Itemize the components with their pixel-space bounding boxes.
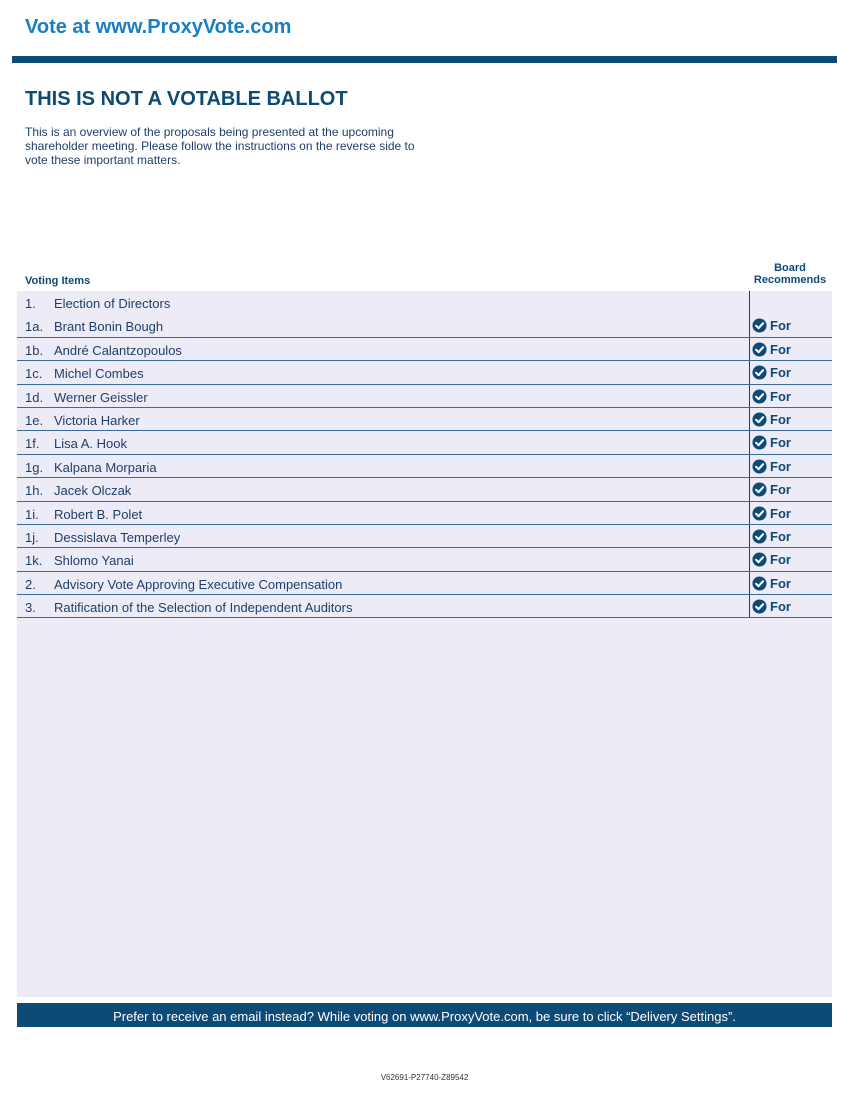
recommendation-text: For <box>770 388 791 404</box>
recommendation-text: For <box>770 552 791 568</box>
check-circle-icon <box>752 459 767 474</box>
board-recommendation <box>752 552 791 567</box>
check-circle-icon <box>752 365 767 380</box>
item-number: 1. <box>25 296 36 311</box>
board-recommendation <box>752 342 791 357</box>
check-circle-icon <box>752 529 767 544</box>
recommendation-text: For <box>770 318 791 334</box>
check-circle-icon <box>752 482 767 497</box>
table-row <box>17 525 832 548</box>
header-divider <box>12 56 837 63</box>
item-label: Kalpana Morparia <box>54 459 157 475</box>
item-number: 3. <box>25 600 36 616</box>
recommendation-text: For <box>770 341 791 357</box>
check-circle-icon <box>752 435 767 450</box>
table-row <box>17 595 832 618</box>
board-recommendation <box>752 599 791 614</box>
check-circle-icon <box>752 506 767 521</box>
table-row <box>17 502 832 525</box>
table-row <box>17 455 832 478</box>
board-recommendation <box>752 318 791 333</box>
table-row <box>17 548 832 571</box>
item-number: 1i. <box>25 506 39 522</box>
board-recommendation <box>752 576 791 591</box>
table-row <box>17 431 832 454</box>
table-row <box>17 385 832 408</box>
voting-items-list <box>17 291 832 618</box>
item-number: 1b. <box>25 342 44 358</box>
item-number: 1h. <box>25 483 44 499</box>
recommendation-text: For <box>770 435 791 451</box>
table-row <box>17 338 832 361</box>
page-title: THIS IS NOT A VOTABLE BALLOT <box>25 88 348 110</box>
item-number: 1f. <box>25 436 40 452</box>
item-label: Shlomo Yanai <box>54 553 134 569</box>
recommendation-text: For <box>770 505 791 521</box>
check-circle-icon <box>752 342 767 357</box>
board-header-line2: Recommends <box>753 274 827 286</box>
recommendation-text: For <box>770 528 791 544</box>
board-recommendation <box>752 529 791 544</box>
board-recommendation <box>752 389 791 404</box>
item-number: 1g. <box>25 459 44 475</box>
check-circle-icon <box>752 599 767 614</box>
item-label: André Calantzopoulos <box>54 342 182 358</box>
item-label: Brant Bonin Bough <box>54 319 164 335</box>
board-recommends-header <box>749 262 831 286</box>
board-recommendation <box>752 459 791 474</box>
table-row <box>17 361 832 384</box>
item-number: 1a. <box>25 319 44 335</box>
board-recommendation <box>752 365 791 380</box>
recommendation-text: For <box>770 365 791 381</box>
table-row <box>17 408 832 431</box>
item-label: Lisa A. Hook <box>54 436 127 452</box>
board-recommendation <box>752 482 791 497</box>
board-recommendation <box>752 412 791 427</box>
check-circle-icon <box>752 412 767 427</box>
check-circle-icon <box>752 318 767 333</box>
table-row <box>17 314 832 337</box>
item-label: Dessislava Temperley <box>54 529 181 545</box>
proxyvote-link[interactable]: Vote at www.ProxyVote.com <box>25 16 292 38</box>
recommendation-text: For <box>770 411 791 427</box>
email-notice-banner: Prefer to receive an email instead? While voting on www.ProxyVote.com, be sure to click “Delivery Settings”. <box>17 1003 832 1027</box>
board-header-line1: Board <box>774 262 806 274</box>
item-label: Robert B. Polet <box>54 506 143 522</box>
check-circle-icon <box>752 389 767 404</box>
recommendation-text: For <box>770 599 791 615</box>
item-label: Michel Combes <box>54 366 144 382</box>
item-label: Jacek Olczak <box>54 483 132 499</box>
board-recommendation <box>752 506 791 521</box>
intro-text: This is an overview of the proposals being presented at the upcoming shareholder meeting. Please follow the instructions on the reverse side to vote these important matters. <box>25 125 415 167</box>
item-number: 2. <box>25 576 36 592</box>
item-number: 1e. <box>25 412 44 428</box>
item-number: 1k. <box>25 553 43 569</box>
item-number: 1j. <box>25 529 39 545</box>
check-circle-icon <box>752 576 767 591</box>
recommendation-text: For <box>770 575 791 591</box>
item-label: Ratification of the Selection of Independent Auditors <box>54 600 353 616</box>
item-number: 1d. <box>25 389 44 405</box>
control-code: V62691-P27740-Z89542 <box>380 1073 469 1082</box>
item-label: Werner Geissler <box>54 389 148 405</box>
voting-items-header: Voting Items <box>25 275 91 287</box>
item-label: Advisory Vote Approving Executive Compensation <box>54 576 343 592</box>
table-row <box>17 291 832 314</box>
item-label: Victoria Harker <box>54 412 140 428</box>
check-circle-icon <box>752 552 767 567</box>
table-row <box>17 478 832 501</box>
table-row <box>17 572 832 595</box>
board-recommendation <box>752 435 791 450</box>
item-number: 1c. <box>25 366 43 382</box>
recommendation-text: For <box>770 458 791 474</box>
recommendation-text: For <box>770 482 791 498</box>
item-label: Election of Directors <box>54 296 171 311</box>
